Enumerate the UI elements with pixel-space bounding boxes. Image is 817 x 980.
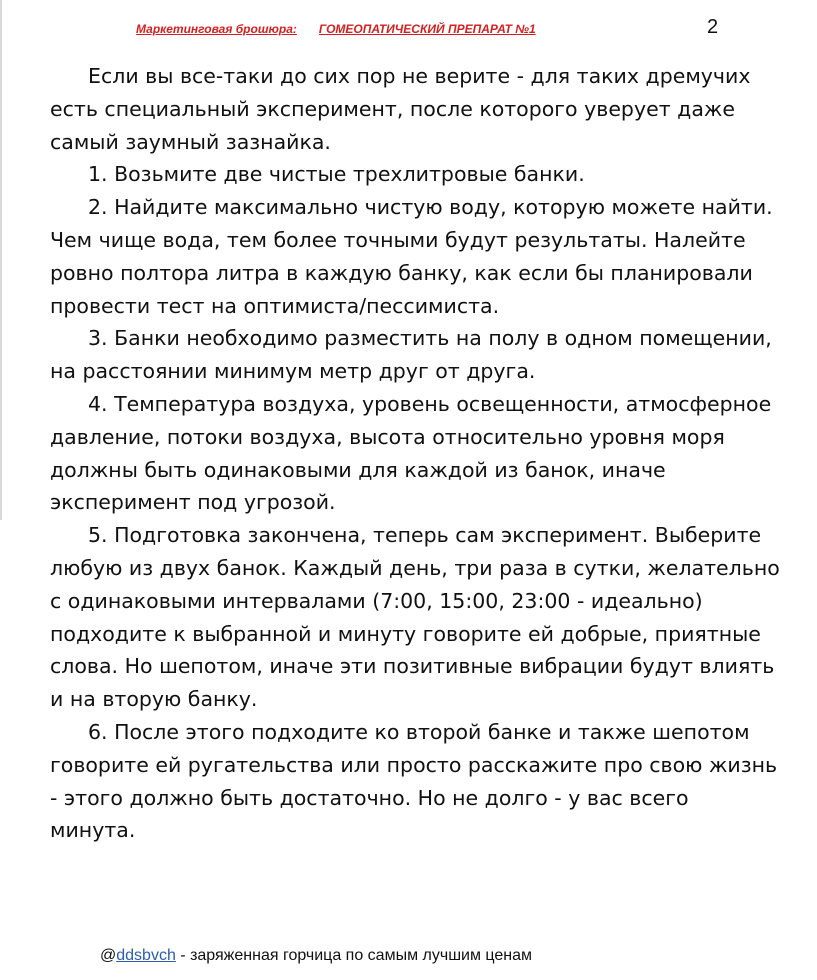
header-title: ГОМЕОПАТИЧЕСКИЙ ПРЕПАРАТ №1 bbox=[318, 22, 536, 36]
paragraph-step-1: 1. Возьмите две чистые трехлитровые банки. bbox=[88, 162, 585, 187]
page-header bbox=[136, 22, 536, 36]
document-body bbox=[50, 60, 780, 847]
page-number: 2 bbox=[707, 16, 719, 38]
footer-tagline: - заряженная горчица по самым лучшим ценам bbox=[175, 947, 533, 964]
paragraph-step-6: 6. После этого подходите ко второй банке и также шепотом говорите ей ругательства или просто расскажите про свою жизнь - этого должно быть достаточно. Но не долго - у вас всего минута. bbox=[50, 719, 778, 843]
paragraph-step-2: 2. Найдите максимально чистую воду, которую можете найти. Чем чище вода, тем более точными будут результаты. Налейте ровно полтора литра в каждую банку, как если бы планировали провести тест на оптимиста/пессимиста. bbox=[50, 195, 773, 318]
footer-at-sign: @ bbox=[100, 947, 117, 964]
paragraph-step-5: 5. Подготовка закончена, теперь сам эксперимент. Выберите любую из двух банок. Каждый день, три раза в сутки, желательно с одинаковыми интервалами (7:00, 15:00, 23:00 - идеально) подходите к выбранной и минуту говорите ей добрые, приятные слова. Но шепотом, иначе эти позитивные вибрации будут влиять и на вторую банку. bbox=[50, 523, 780, 712]
header-subtitle: Маркетинговая брошюра: bbox=[136, 22, 297, 36]
footer-handle-link[interactable]: ddsbvch bbox=[116, 947, 176, 964]
paragraph-step-4: 4. Температура воздуха, уровень освещенности, атмосферное давление, потоки воздуха, высота относительно уровня моря должны быть одинаковыми для каждой из банок, иначе эксперимент под угрозой. bbox=[50, 391, 772, 515]
page-left-edge bbox=[0, 0, 2, 520]
paragraph-step-3: 3. Банки необходимо разместить на полу в одном помещении, на расстоянии минимум метр друг от друга. bbox=[50, 326, 772, 384]
paragraph-intro: Если вы все-таки до сих пор не верите - для таких дремучих есть специальный эксперимент, после которого уверует даже самый заумный зазнайка. bbox=[50, 64, 751, 154]
page-footer bbox=[100, 947, 532, 965]
